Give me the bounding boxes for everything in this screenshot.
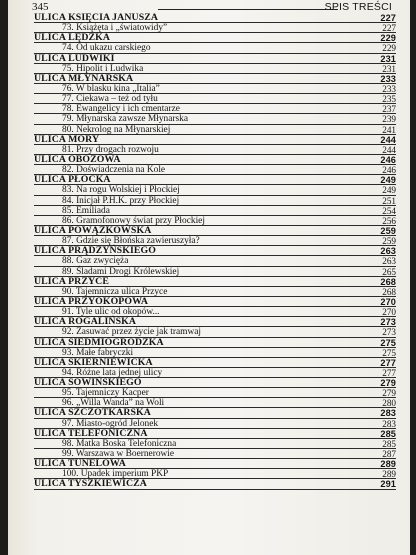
page-number: 345 (32, 1, 49, 13)
toc-entry-page: 270 (380, 296, 396, 307)
toc-entry-title: 99. Warszawa w Boernerowie (62, 449, 175, 460)
toc-entry-title: ULICA SKIERNIEWICKA (34, 356, 153, 368)
toc-entry-title: 95. Tajemniczy Kacper (62, 388, 149, 399)
toc-entry-page: 259 (380, 225, 396, 236)
toc-entry-page: 289 (380, 459, 396, 470)
toc-entry-page: 289 (382, 469, 396, 480)
toc-entry-page: 249 (380, 175, 396, 186)
toc-street-heading (34, 13, 396, 23)
toc-entry-page: 246 (382, 165, 396, 176)
toc-entry-title: ULICA PRZYOKOPOWA (34, 295, 149, 307)
toc-street-heading (34, 479, 396, 489)
toc-entry-title: ULICA LĘDZKA (34, 32, 111, 44)
toc-entry-title: 90. Tajemnicza ulica Przyce (62, 286, 168, 297)
toc-entry-title: 73. Książęta i „światowidy” (62, 23, 168, 34)
toc-entry-title: ULICA KSIĘCIA JANUSZA (34, 12, 159, 23)
toc-entry-title: 96. „Willa Wanda” na Woli (62, 398, 165, 409)
toc-entry (34, 185, 396, 195)
toc-street-heading (34, 408, 396, 418)
toc-entry-title: 86. Gramofonowy świat przy Płockiej (62, 215, 205, 226)
toc-entry-page: 291 (380, 479, 396, 490)
toc-entry (34, 439, 396, 449)
toc-entry (34, 114, 396, 124)
toc-street-heading (34, 338, 396, 348)
toc-entry (34, 206, 396, 216)
header-rule (158, 9, 338, 10)
toc-street-heading (34, 297, 396, 307)
toc-entry-title: 76. W blasku kina „Italia” (62, 83, 160, 94)
toc-entry-title: ULICA TYSZKIEWICZA (34, 478, 147, 490)
toc-entry-page: 280 (382, 398, 396, 409)
toc-street-heading (34, 135, 396, 145)
toc-entry-page: 273 (380, 317, 396, 328)
toc-entry-page: 279 (382, 388, 396, 399)
toc-entry-title: 100. Upadek imperium PKP (62, 469, 169, 480)
toc-entry-page: 283 (382, 418, 396, 429)
toc-entry-page: 231 (382, 63, 396, 74)
toc-entry-title: 85. Emiliada (62, 205, 110, 216)
toc-entry-page: 287 (382, 449, 396, 460)
toc-entry-page: 233 (382, 83, 396, 94)
toc-entry-title: ULICA PRĄDZYŃSKIEGO (34, 245, 156, 257)
toc-street-heading (34, 246, 396, 256)
toc-entry-page: 231 (380, 53, 396, 64)
toc-entry-page: 244 (382, 144, 396, 155)
toc-entry-page: 265 (382, 266, 396, 277)
toc-entry-title: 79. Młynarska zawsze Młynarska (62, 114, 189, 125)
toc-entry-title: 82. Doświadczenia na Kole (62, 165, 166, 176)
toc-entry-title: ULICA MŁYNARSKA (34, 72, 134, 84)
toc-street-heading (34, 74, 396, 84)
book-page (8, 0, 410, 555)
toc-entry-title: 77. Ciekawa – też od tyłu (62, 94, 158, 105)
toc-entry-title: ULICA PŁOCKA (34, 174, 111, 186)
toc-entry-page: 229 (380, 33, 396, 44)
toc-entry-title: 91. Tyle ulic od okopów... (62, 307, 160, 318)
toc-street-heading (34, 277, 396, 287)
toc-entry-title: 80. Nekrolog na Młynarskiej (62, 124, 171, 135)
toc-entry-title: ULICA TUNELOWA (34, 458, 126, 470)
toc-street-heading (34, 54, 396, 64)
toc-entry-page: 254 (382, 205, 396, 216)
toc-entry (34, 256, 396, 266)
toc-street-heading (34, 459, 396, 469)
toc-entry-page: 235 (382, 94, 396, 105)
toc-entry-title: 78. Ewangelicy i ich cmentarze (62, 104, 180, 115)
toc-entry-page: 277 (382, 367, 396, 378)
toc-entry-title: ULICA PRZYCE (34, 275, 109, 287)
toc-entry-title: 94. Różne lata jednej ulicy (62, 367, 163, 378)
toc-entry-title: ULICA TELEFONICZNA (34, 427, 148, 439)
table-of-contents (34, 13, 396, 490)
section-title: SPIS TREŚCI (324, 1, 392, 13)
toc-street-heading (34, 378, 396, 388)
toc-entry-page: 256 (382, 215, 396, 226)
toc-street-heading (34, 33, 396, 43)
toc-street-heading (34, 317, 396, 327)
toc-entry-page: 239 (382, 114, 396, 125)
toc-entry (34, 84, 396, 94)
toc-street-heading (34, 429, 396, 439)
toc-entry (34, 94, 396, 104)
toc-entry-title: ULICA OBOZOWA (34, 153, 121, 165)
toc-entry (34, 104, 396, 114)
toc-entry-title: ULICA SZCZOTKARSKA (34, 407, 151, 419)
toc-entry-page: 259 (382, 236, 396, 247)
toc-entry-page: 251 (382, 195, 396, 206)
toc-entry-title: ULICA ROGALIŃSKA (34, 316, 137, 328)
toc-entry-page: 244 (380, 134, 396, 145)
toc-entry-page: 237 (382, 104, 396, 115)
toc-entry-title: ULICA POWĄZKOWSKA (34, 224, 152, 236)
toc-entry-title: 98. Matka Boska Telefoniczna (62, 438, 177, 449)
toc-entry-page: 277 (380, 357, 396, 368)
toc-entry-title: 75. Hipolit i Ludwika (62, 63, 144, 74)
toc-street-heading (34, 226, 396, 236)
toc-entry-page: 233 (380, 73, 396, 84)
toc-entry-page: 275 (380, 337, 396, 348)
toc-entry-page: 227 (382, 23, 396, 34)
toc-entry-title: 81. Przy drogach rozwoju (62, 144, 159, 155)
toc-entry-page: 285 (382, 438, 396, 449)
toc-entry-page: 263 (380, 246, 396, 257)
toc-entry (34, 196, 396, 206)
toc-entry (34, 388, 396, 398)
toc-entry-page: 227 (380, 13, 396, 23)
toc-entry-page: 268 (380, 276, 396, 287)
toc-street-heading (34, 175, 396, 185)
toc-entry-title: ULICA MORY (34, 133, 100, 145)
toc-entry-page: 283 (380, 408, 396, 419)
toc-entry-title: ULICA SIEDMIOGRODZKA (34, 336, 164, 348)
toc-entry-title: 97. Miasto-ogród Jelonek (62, 418, 159, 429)
toc-entry-title: 93. Małe fabryczki (62, 347, 134, 358)
toc-entry-title: 74. Od ukazu carskiego (62, 43, 151, 54)
toc-entry-page: 279 (380, 378, 396, 389)
toc-entry-title: ULICA LUDWIKI (34, 52, 115, 64)
toc-entry-page: 246 (380, 154, 396, 165)
toc-entry-page: 241 (382, 124, 396, 135)
toc-entry-page: 275 (382, 347, 396, 358)
toc-entry-page: 273 (382, 327, 396, 338)
toc-entry-title: 88. Gaz zwycięża (62, 256, 129, 267)
toc-entry-title: 87. Gdzie się Błońska zawieruszyła? (62, 236, 200, 247)
toc-entry-title: 92. Zasuwać przez życie jak tramwaj (62, 327, 201, 338)
toc-entry-title: ULICA SOWIŃSKIEGO (34, 377, 142, 389)
toc-entry-title: 84. Inicjał P.H.K. przy Płockiej (62, 195, 180, 206)
toc-entry-page: 285 (380, 428, 396, 439)
toc-entry-page: 270 (382, 307, 396, 318)
toc-street-heading (34, 155, 396, 165)
toc-entry-page: 268 (382, 286, 396, 297)
toc-entry-page: 229 (382, 43, 396, 54)
toc-entry-title: 83. Na rogu Wolskiej i Płockiej (62, 185, 180, 196)
toc-entry (34, 327, 396, 337)
toc-street-heading (34, 358, 396, 368)
toc-entry-title: 89. Śladami Drogi Królewskiej (62, 266, 180, 277)
toc-entry-page: 263 (382, 256, 396, 267)
toc-entry-page: 249 (382, 185, 396, 196)
